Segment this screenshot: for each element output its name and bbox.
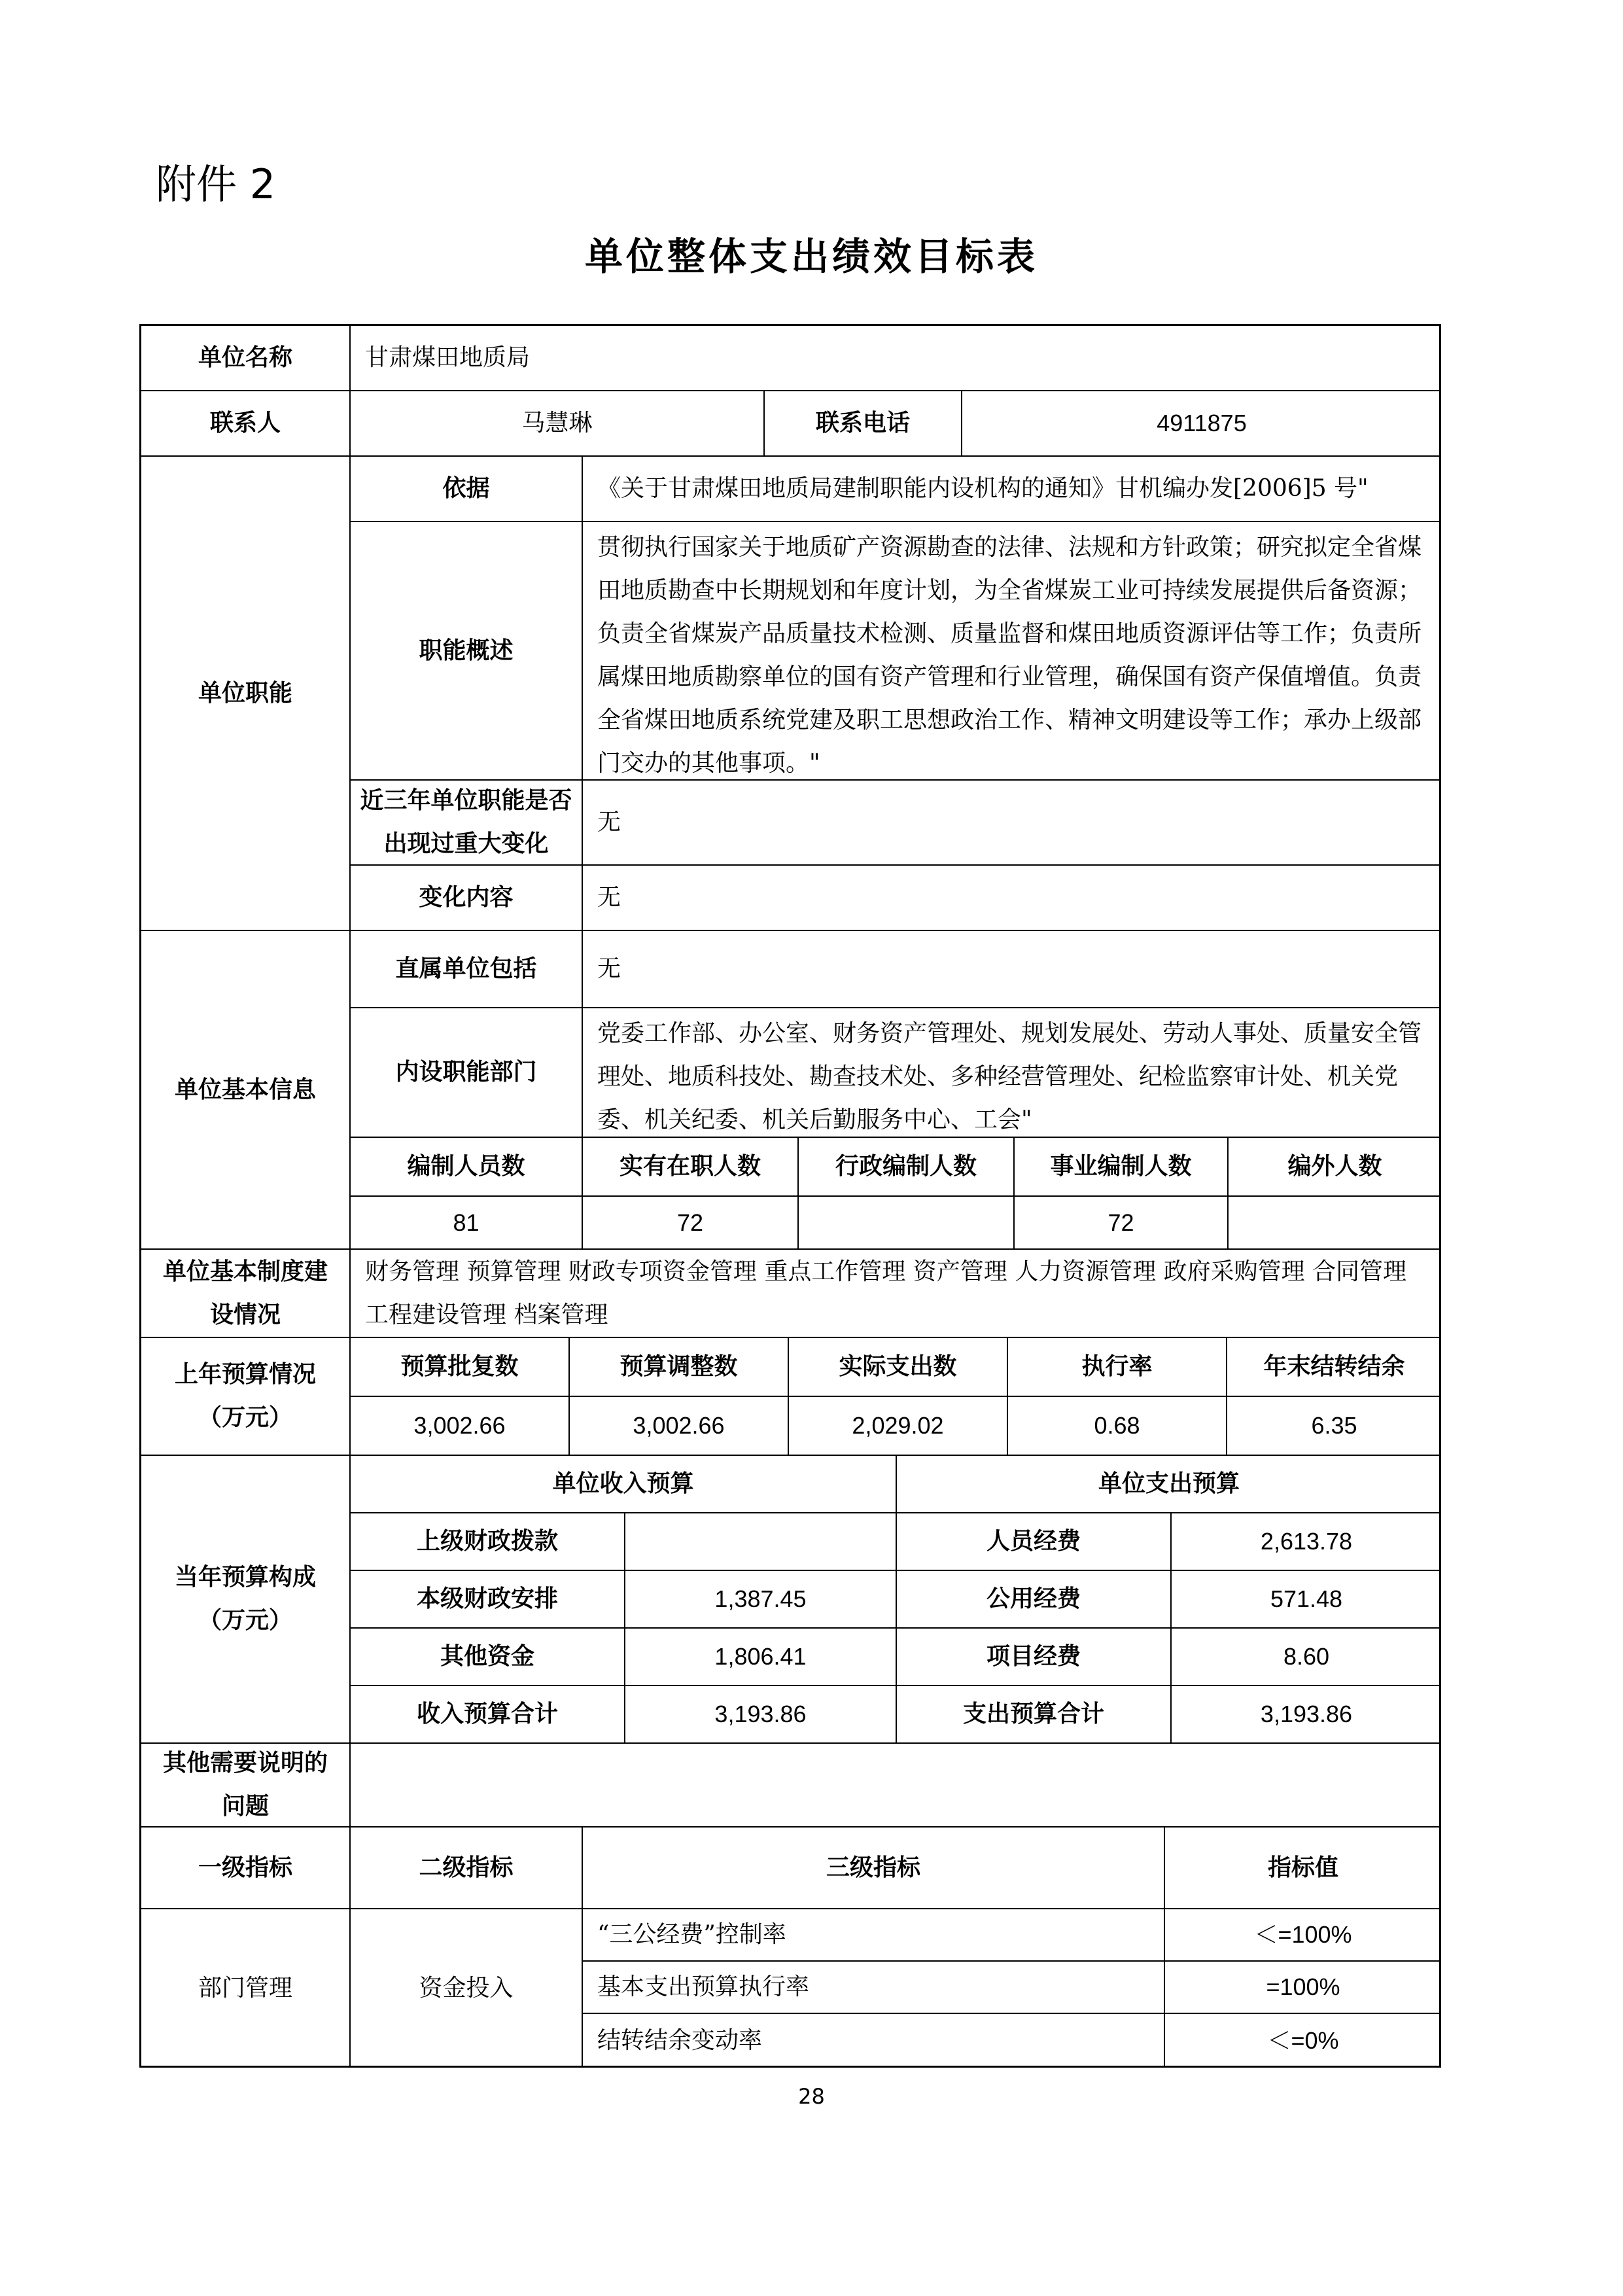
indicator-header-level1: 一级指标 [141,1828,351,1909]
functions-label: 单位职能 [141,457,351,931]
change-label: 近三年单位职能是否出现过重大变化 [351,781,583,866]
last-year-value: 0.68 [1008,1397,1227,1456]
change-content-value: 无 [583,866,1441,931]
expense-item-label: 项目经费 [897,1629,1172,1686]
staff-header: 实有在职人数 [583,1138,799,1197]
basic-info-label: 单位基本信息 [141,931,351,1250]
expense-item-value: 8.60 [1172,1629,1441,1686]
staff-value: 81 [351,1197,583,1250]
income-item-value [625,1513,897,1571]
phone-label: 联系电话 [765,391,962,457]
overview-label: 职能概述 [351,522,583,781]
staff-value: 72 [1015,1197,1229,1250]
subunits-value: 无 [583,931,1441,1008]
indicator-value: =100% [1165,1962,1441,2014]
last-year-header: 实际支出数 [789,1338,1008,1397]
overview-value: 贯彻执行国家关于地质矿产资源勘查的法律、法规和方针政策；研究拟定全省煤田地质勘查中长期规划和年度计划，为全省煤炭工业可持续发展提供后备资源；负责全省煤炭产品质量技术检测、质量监督和煤田地质资源评估等工作；负责所属煤田地质勘察单位的国有资产管理和行业管理，确保国有资产保值增值。负责全省煤田地质系统党建及职工思想政治工作、精神文明建设等工作；承办上级部门交办的其他事项。" [583,522,1441,781]
income-budget-header: 单位收入预算 [351,1456,897,1513]
last-year-header: 预算批复数 [351,1338,570,1397]
performance-table [139,324,1441,2068]
staff-value: 72 [583,1197,799,1250]
indicator-name: “三公经费”控制率 [583,1909,1165,1962]
document-title: 单位整体支出绩效目标表 [584,234,1038,279]
departments-value: 党委工作部、办公室、财务资产管理处、规划发展处、劳动人事处、质量安全管理处、地质科技处、勘查技术处、多种经营管理处、纪检监察审计处、机关党委、机关纪委、机关后勤服务中心、工会" [583,1008,1441,1138]
staff-value [1229,1197,1441,1250]
change-content-label: 变化内容 [351,866,583,931]
departments-label: 内设职能部门 [351,1008,583,1138]
indicator-level1: 部门管理 [141,1909,351,2068]
expense-total-value: 3,193.86 [1172,1686,1441,1744]
staff-header: 编制人员数 [351,1138,583,1197]
unit-name-label: 单位名称 [141,326,351,391]
indicator-value: ＜=100% [1165,1909,1441,1962]
income-item-value: 1,806.41 [625,1629,897,1686]
last-year-header: 执行率 [1008,1338,1227,1397]
staff-value [799,1197,1015,1250]
unit-name-value: 甘肃煤田地质局 [351,326,1441,391]
change-value: 无 [583,781,1441,866]
indicator-header-level2: 二级指标 [351,1828,583,1909]
last-year-value: 6.35 [1227,1397,1441,1456]
indicator-header-value: 指标值 [1165,1828,1441,1909]
expense-item-label: 人员经费 [897,1513,1172,1571]
basis-label: 依据 [351,457,583,522]
phone-value: 4911875 [962,391,1441,457]
page-number: 28 [798,2084,825,2109]
staff-header: 行政编制人数 [799,1138,1015,1197]
expense-item-value: 571.48 [1172,1571,1441,1629]
indicator-header-level3: 三级指标 [583,1828,1165,1909]
last-year-header: 预算调整数 [570,1338,789,1397]
indicator-value: ＜=0% [1267,2027,1339,2054]
income-item-value: 1,387.45 [625,1571,897,1629]
last-year-header: 年末结转结余 [1227,1338,1441,1397]
income-total-value: 3,193.86 [625,1686,897,1744]
last-year-value: 3,002.66 [351,1397,570,1456]
last-year-value: 3,002.66 [570,1397,789,1456]
last-year-value: 2,029.02 [789,1397,1008,1456]
subunits-label: 直属单位包括 [351,931,583,1008]
expense-item-label: 公用经费 [897,1571,1172,1629]
contact-value: 马慧琳 [351,391,765,457]
current-year-label: 当年预算构成（万元） [141,1456,351,1744]
last-year-label: 上年预算情况（万元） [141,1338,351,1456]
contact-label: 联系人 [141,391,351,457]
income-item-label: 上级财政拨款 [351,1513,625,1571]
income-item-label: 其他资金 [351,1629,625,1686]
income-total-label: 收入预算合计 [351,1686,625,1744]
indicator-name: 基本支出预算执行率 [583,1962,1165,2014]
expense-budget-header: 单位支出预算 [897,1456,1441,1513]
expense-total-label: 支出预算合计 [897,1686,1172,1744]
staff-header: 事业编制人数 [1015,1138,1229,1197]
systems-label: 单位基本制度建设情况 [141,1250,351,1338]
expense-item-value: 2,613.78 [1172,1513,1441,1571]
basis-value: 《关于甘肃煤田地质局建制职能内设机构的通知》甘机编办发[2006]5 号" [583,457,1441,522]
other-notes-value [351,1744,1441,1828]
attachment-label: 附件 2 [156,160,276,208]
systems-value: 财务管理 预算管理 财政专项资金管理 重点工作管理 资产管理 人力资源管理 政府采购管理 合同管理 工程建设管理 档案管理 [351,1250,1441,1338]
staff-header: 编外人数 [1229,1138,1441,1197]
income-item-label: 本级财政安排 [351,1571,625,1629]
other-notes-label: 其他需要说明的问题 [141,1744,351,1828]
indicator-name: 结转结余变动率 [583,2014,1165,2068]
indicator-level2: 资金投入 [351,1909,583,2068]
